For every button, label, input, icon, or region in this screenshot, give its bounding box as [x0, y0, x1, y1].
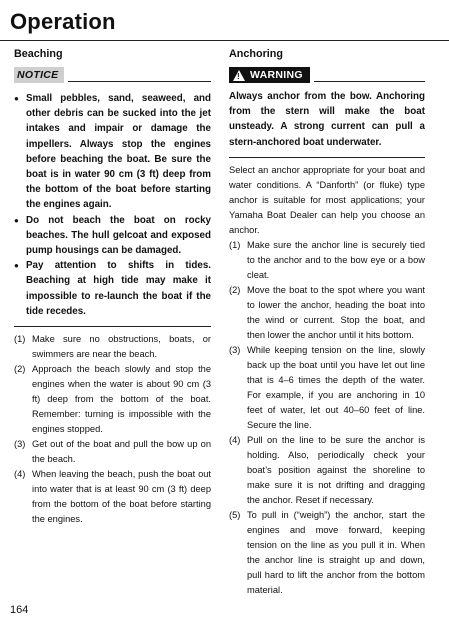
step-item: [229, 343, 425, 433]
step-number: (5): [229, 509, 241, 520]
step-text: Move the boat to the spot where you want to lower the anchor, heading the boat into the wind or current. Stop the boat, and then lower the anchor until it hits bottom.: [247, 284, 425, 340]
step-item: [14, 362, 211, 437]
step-item: [229, 508, 425, 598]
notice-item: ● Pay attention to shifts in tides. Beaching at high tide may make it impossible to re-launch the boat if the tide recedes.: [14, 258, 211, 319]
header-rule: [0, 40, 449, 41]
step-text: Make sure the anchor line is securely tied to the anchor and to the bow eye or a bow cleat.: [247, 239, 425, 280]
step-text: Pull on the line to be sure the anchor is holding. Also, periodically check your boat’s position against the shoreline to make sure it is not drifting and dragging the anchor. Reset if necessary.: [247, 434, 425, 505]
step-number: (2): [229, 284, 241, 295]
anchoring-steps: [229, 238, 425, 598]
step-item: [229, 433, 425, 508]
step-number: (4): [14, 469, 26, 480]
step-text: When leaving the beach, push the boat out into water that is at least 90 cm (3 ft) deep from the bottom of the boat before starting the engines.: [32, 469, 211, 525]
anchoring-intro: Select an anchor appropriate for your boat and water conditions. A “Danforth” (or fluke) type anchor is suitable for most applications; your Yamaha Boat Dealer can help you choose an anchor.: [229, 164, 425, 235]
step-number: (1): [14, 334, 26, 345]
warning-label: WARNING: [250, 69, 303, 81]
anchoring-column: [229, 46, 425, 598]
notice-end-rule: [14, 326, 211, 327]
step-number: (3): [14, 439, 26, 450]
beaching-steps: [14, 332, 211, 527]
notice-badge: NOTICE: [14, 67, 64, 83]
warning-end-rule: [229, 157, 425, 158]
step-text: To pull in (“weigh”) the anchor, start the engines and move forward, keeping tension on the line as you pull it in. When the anchor line is straight up and down, pull hard to lift the anchor from the bottom material.: [247, 509, 425, 595]
beaching-column: [14, 46, 211, 527]
step-number: (2): [14, 364, 26, 375]
step-number: (3): [229, 344, 241, 355]
notice-item: ● Small pebbles, sand, seaweed, and other debris can be sucked into the jet intakes and impair or damage the impellers. Always stop the engines before beaching the boat. Be sure the boat is in water 90 cm (3 ft) deep from the bottom of the boat before starting the engines again.: [14, 91, 211, 213]
step-item: [14, 467, 211, 527]
step-number: (4): [229, 434, 241, 445]
warning-triangle-icon: !: [233, 70, 245, 81]
notice-rule: [68, 81, 211, 82]
section-heading-beaching: Beaching: [14, 48, 63, 60]
step-text: While keeping tension on the line, slowly back up the boat until you have let out line that is 4–6 times the depth of the water. For example, if you are anchoring in 10 feet of water, let out 40–60 feet of line. Secure the line.: [247, 344, 425, 430]
step-item: [229, 238, 425, 283]
step-item: [229, 283, 425, 343]
notice-header: [14, 67, 211, 83]
step-text: Get out of the boat and pull the bow up on the beach.: [32, 439, 211, 465]
step-text: Approach the beach slowly and stop the engines when the water is about 90 cm (3 ft) deep from the bottom of the boat. Remember: turning is impossible with the engines stopped.: [32, 364, 211, 435]
step-item: [14, 332, 211, 362]
warning-rule: [314, 81, 425, 82]
warning-badge: [229, 67, 310, 83]
section-heading-anchoring: Anchoring: [229, 48, 283, 60]
step-item: [14, 437, 211, 467]
page-title: Operation: [10, 9, 116, 34]
notice-item: ● Do not beach the boat on rocky beaches. The hull gelcoat and exposed pump housings can be damaged.: [14, 213, 211, 259]
step-text: Make sure no obstructions, boats, or swimmers are near the beach.: [32, 334, 211, 360]
step-number: (1): [229, 239, 241, 250]
warning-header: [229, 67, 425, 83]
page-number: 164: [10, 604, 29, 616]
notice-list: [14, 91, 211, 319]
warning-text: Always anchor from the bow. Anchoring from the stern will make the boat unsteady. A strong current can pull a stern-anchored boat underwater.: [229, 91, 425, 148]
